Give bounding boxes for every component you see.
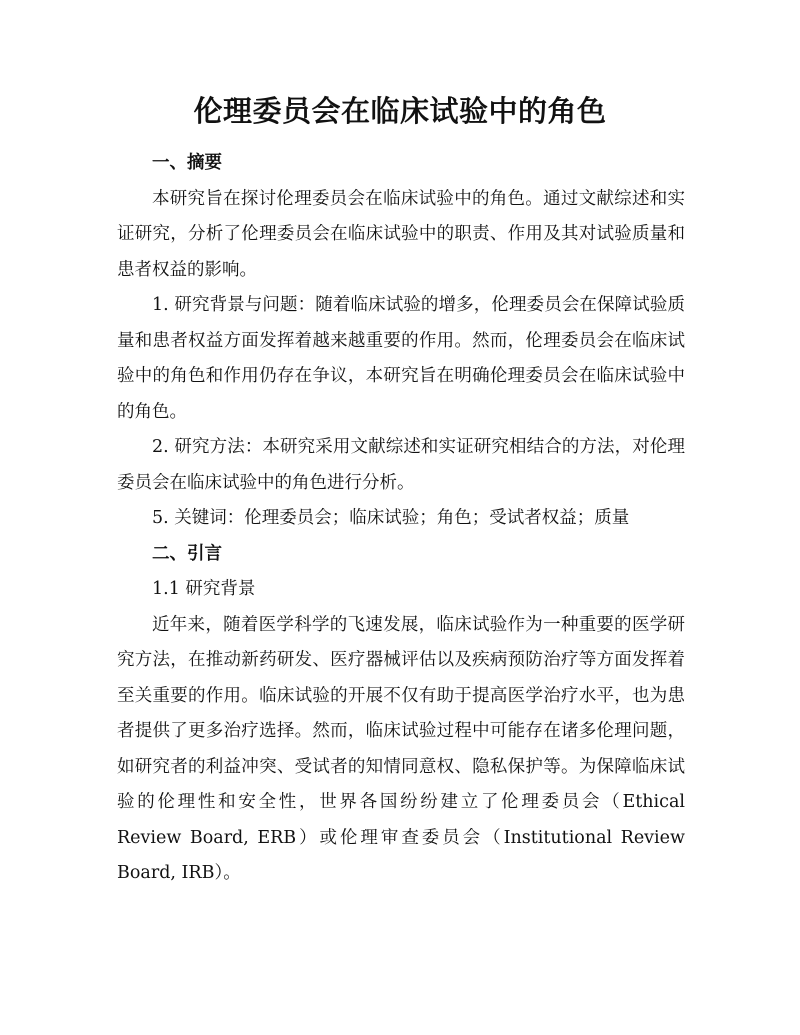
- section-heading-introduction: 二、引言: [152, 543, 222, 564]
- research-method-paragraph: 2. 研究方法：本研究采用文献综述和实证研究相结合的方法，对伦理委员会在临床试验中的角色进行分析。: [117, 437, 685, 493]
- document-body: [117, 146, 685, 892]
- abstract-paragraph: 本研究旨在探讨伦理委员会在临床试验中的角色。通过文献综述和实证研究，分析了伦理委员会在临床试验中的职责、作用及其对试验质量和患者权益的影响。: [117, 188, 685, 280]
- introduction-paragraph: 近年来，随着医学科学的飞速发展，临床试验作为一种重要的医学研究方法，在推动新药研发、医疗器械评估以及疾病预防治疗等方面发挥着至关重要的作用。临床试验的开展不仅有助于提高医学治疗水平，也为患者提供了更多治疗选择。然而，临床试验过程中可能存在诸多伦理问题，如研究者的利益冲突、受试者的知情同意权、隐私保护等。为保障临床试验的伦理性和安全性，世界各国纷纷建立了伦理委员会（Ethical Review Board, ERB）或伦理审查委员会（Institutional Review Board, IRB）。: [117, 614, 685, 883]
- subsection-heading-background: 1.1 研究背景: [152, 579, 256, 599]
- research-background-paragraph: 1. 研究背景与问题：随着临床试验的增多，伦理委员会在保障试验质量和患者权益方面发挥着越来越重要的作用。然而，伦理委员会在临床试验中的角色和作用仍存在争议，本研究旨在明确伦理委员会在临床试验中的角色。: [117, 295, 685, 422]
- document-title: 伦理委员会在临床试验中的角色: [193, 94, 607, 128]
- section-heading-abstract: 一、摘要: [152, 153, 222, 173]
- keywords-paragraph: 5. 关键词：伦理委员会；临床试验；角色；受试者权益；质量: [152, 508, 630, 528]
